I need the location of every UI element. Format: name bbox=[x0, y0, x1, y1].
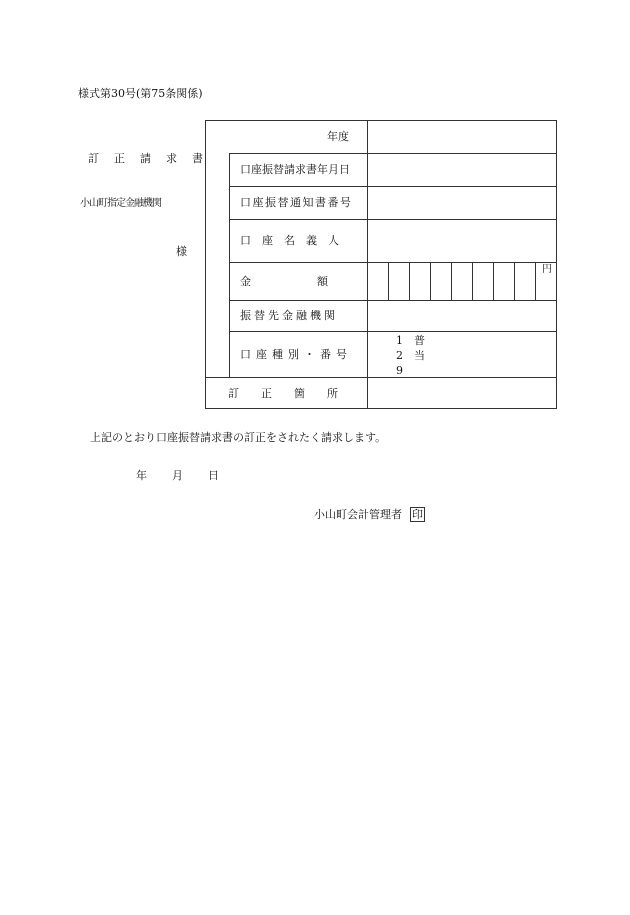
form-id: 様式第30号(第75条関係) bbox=[78, 87, 203, 100]
table-line bbox=[367, 120, 368, 408]
fiscal-year-label: 年度 bbox=[327, 130, 349, 143]
table-line bbox=[229, 153, 230, 377]
signer-block bbox=[314, 507, 425, 522]
signer-title: 小山町会計管理者 bbox=[314, 508, 402, 521]
date-day: 日 bbox=[208, 469, 219, 482]
table-border-bottom bbox=[205, 408, 557, 409]
seal-stamp: 印 bbox=[412, 508, 423, 521]
table-border-left bbox=[205, 120, 206, 408]
amount-digit-divider bbox=[388, 262, 389, 300]
honorific: 様 bbox=[176, 245, 187, 258]
amount-digit-divider bbox=[451, 262, 452, 300]
date-year: 年 bbox=[136, 469, 147, 482]
amount-digit-divider bbox=[409, 262, 410, 300]
request-date-label: 口座振替請求書年月日 bbox=[240, 163, 350, 176]
amount-digit-divider bbox=[535, 262, 536, 300]
destination-bank-label: 振替先金融機関 bbox=[240, 309, 338, 322]
table-line bbox=[229, 331, 557, 332]
account-type-label: 口座種別・番号 bbox=[240, 348, 352, 361]
notice-number-label: 口座振替通知書番号 bbox=[240, 196, 353, 209]
amount-digit-divider bbox=[514, 262, 515, 300]
account-option: 2 当 bbox=[396, 349, 425, 362]
amount-label: 金 額 bbox=[240, 275, 328, 288]
account-option: 1 普 bbox=[396, 334, 425, 347]
correction-location-label: 訂 正 箇 所 bbox=[228, 387, 338, 400]
yen-unit: 円 bbox=[542, 264, 552, 275]
account-option: 9 bbox=[396, 364, 403, 377]
table-line bbox=[229, 219, 557, 220]
table-border-right bbox=[556, 120, 557, 408]
table-line bbox=[205, 377, 557, 378]
account-holder-label: 口 座 名 義 人 bbox=[240, 234, 339, 247]
amount-digit-divider bbox=[472, 262, 473, 300]
table-line bbox=[229, 153, 557, 154]
request-statement: 上記のとおり口座振替請求書の訂正をされたく請求します。 bbox=[90, 431, 387, 444]
table-line bbox=[229, 300, 557, 301]
amount-digit-divider bbox=[493, 262, 494, 300]
date-month: 月 bbox=[172, 469, 183, 482]
bank-name: 小山町指定金融機関 bbox=[80, 198, 161, 209]
table-line bbox=[229, 186, 557, 187]
table-line bbox=[229, 262, 557, 263]
table-border-top bbox=[205, 120, 557, 121]
amount-digit-divider bbox=[430, 262, 431, 300]
form-title: 訂 正 請 求 書 bbox=[88, 152, 205, 165]
